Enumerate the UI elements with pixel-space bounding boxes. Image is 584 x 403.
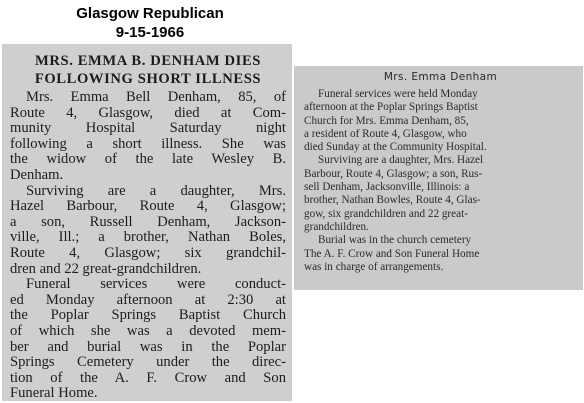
- text-line: sell Denham, Jacksonville, Illinois: a: [304, 181, 470, 194]
- text-line: Route 4, Glasgow, died at Com-: [10, 104, 286, 121]
- text-line: brother, Nathan Bowles, Route 4, Glas-: [304, 194, 481, 207]
- text-line: munity Hospital Saturday night: [10, 120, 286, 137]
- obituary-headline: [10, 52, 286, 88]
- text-line: gow, six grandchildren and 22 great-: [304, 207, 468, 220]
- text-line: of which she was a devoted mem-: [10, 322, 286, 339]
- text-line: died Sunday at the Community Hospital.: [304, 141, 487, 154]
- text-line: Springs Cemetery under the direc-: [10, 354, 286, 371]
- obituary-paragraph-survivors: [304, 154, 577, 234]
- text-line: Route 4, Glasgow; six grandchil-: [10, 244, 286, 261]
- clipping-source-header: [0, 4, 300, 42]
- obituary-paragraph-death: [10, 90, 286, 184]
- text-line: dren and 22 great-grandchildren.: [10, 260, 202, 277]
- text-line: Barbour, Route 4, Glasgow; a son, Rus-: [304, 167, 483, 180]
- obituary-paragraph-funeral: [10, 277, 286, 401]
- text-line: was in charge of arrangements.: [304, 260, 444, 273]
- text-line: Mrs. Emma Bell Denham, 85, of: [26, 89, 286, 105]
- text-line: Hazel Barbour, Route 4, Glasgow;: [10, 198, 286, 215]
- headline-line: FOLLOWING SHORT ILLNESS: [34, 71, 262, 87]
- obituary-paragraph-burial: [304, 234, 577, 274]
- text-line: Funeral services were conduct-: [26, 276, 286, 293]
- text-line: The A. F. Crow and Son Funeral Home: [304, 247, 480, 260]
- obituary-clipping-right: [294, 66, 583, 290]
- obituary-clipping-left: [2, 44, 292, 401]
- text-line: ber and burial was in the Poplar: [10, 338, 286, 355]
- text-line: Surviving are a daughter, Mrs. Hazel: [318, 154, 484, 167]
- text-line: the widow of the late Wesley B.: [10, 151, 286, 168]
- text-line: Denham.: [10, 166, 64, 183]
- obituary-headline: Mrs. Emma Denham: [383, 71, 498, 83]
- publication-date: 9-15-1966: [115, 24, 185, 41]
- text-line: ville, Ill.; a brother, Nathan Boles,: [10, 229, 286, 246]
- text-line: a son, Russell Denham, Jackson-: [10, 213, 286, 230]
- text-line: afternoon at the Poplar Springs Baptist: [304, 101, 478, 114]
- text-line: Burial was in the church cemetery: [318, 234, 472, 247]
- headline-line: MRS. EMMA B. DENHAM DIES: [34, 53, 262, 69]
- text-line: Funeral Home.: [10, 385, 98, 401]
- text-line: a resident of Route 4, Glasgow, who: [304, 127, 467, 140]
- text-line: following a short illness. She was: [10, 135, 286, 152]
- text-line: the Poplar Springs Baptist Church: [10, 307, 286, 324]
- newspaper-name: Glasgow Republican: [76, 5, 224, 22]
- text-line: Funeral services were held Monday: [318, 88, 478, 100]
- text-line: ed Monday afternoon at 2:30 at: [10, 291, 286, 308]
- text-line: grandchildren.: [304, 220, 369, 233]
- text-line: tion of the A. F. Crow and Son: [10, 369, 286, 386]
- obituary-paragraph-funeral: [304, 88, 577, 154]
- text-line: Surviving are a daughter, Mrs.: [26, 182, 286, 199]
- obituary-paragraph-survivors: [10, 184, 286, 278]
- text-line: Church for Mrs. Emma Denham, 85,: [304, 114, 469, 127]
